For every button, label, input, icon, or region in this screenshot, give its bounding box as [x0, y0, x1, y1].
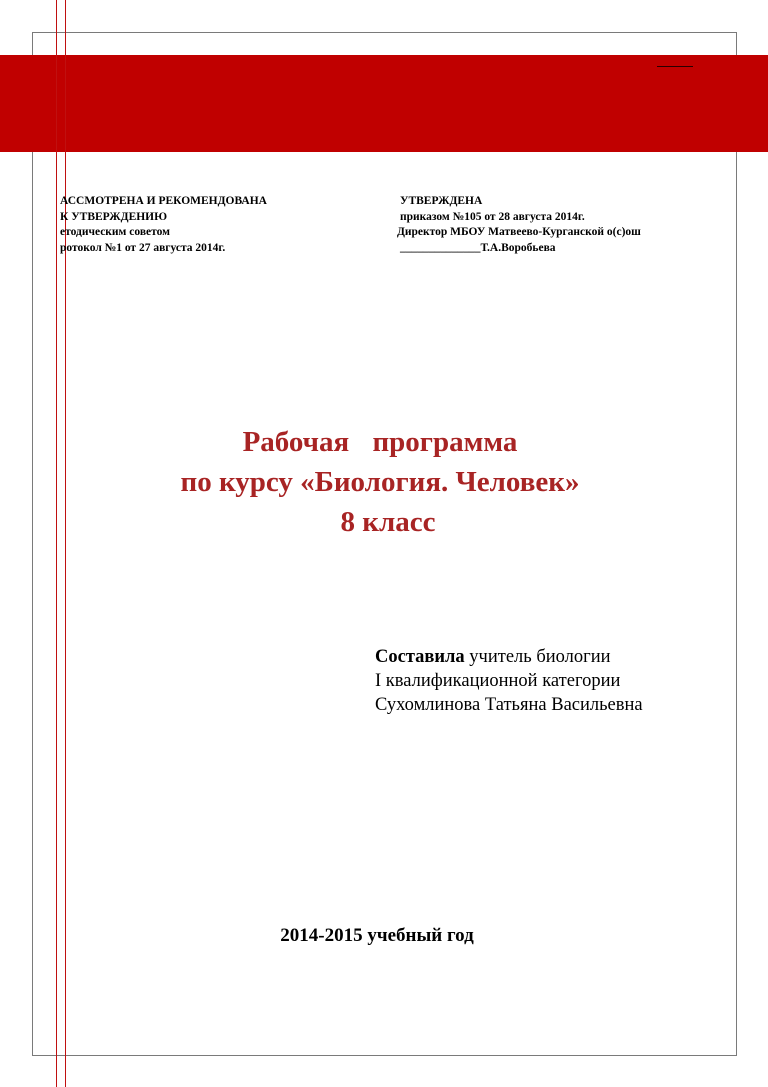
approval-left-line-3: етодическим советом: [60, 226, 171, 238]
margin-line-left: [56, 0, 57, 1087]
approval-left-line-4: ротокол №1 от 27 августа 2014г.: [60, 241, 226, 254]
compiler-name: Сухомлинова Татьяна Васильевна: [375, 695, 643, 715]
approval-left-line-2: К УТВЕРЖДЕНИЮ: [60, 210, 168, 223]
compiler-category: I квалификационной категории: [375, 671, 621, 691]
page-border: [32, 32, 737, 1056]
approval-block-director: [397, 194, 682, 256]
school-year-text: 2014-2015 учебный год: [280, 925, 474, 946]
approval-right-line-2: приказом №105 от 28 августа 2014г.: [400, 210, 585, 223]
title-line-1: Рабочая программа: [242, 426, 518, 458]
margin-line-right: [65, 0, 66, 1087]
approval-right-line-3: Директор МБОУ Матвеево-Курганской о(с)ош: [397, 226, 641, 238]
banner-mark: [657, 66, 693, 67]
compiler-block: [375, 645, 643, 717]
approval-right-line-1: УТВЕРЖДЕНА: [400, 195, 483, 207]
header-banner: [0, 55, 768, 152]
approval-right-signature-line: ______________Т.А.Воробьева: [400, 241, 556, 254]
compiler-label: Составила: [375, 647, 465, 667]
compiler-line-1: [375, 645, 643, 669]
title-line-2: по курсу «Биология. Человек»: [180, 466, 580, 498]
approval-left-line-1: АССМОТРЕНА И РЕКОМЕНДОВАНА: [60, 195, 267, 207]
school-year: [0, 925, 768, 947]
title-line-3: 8 класс: [340, 506, 436, 538]
compiler-role: учитель биологии: [464, 647, 611, 667]
approval-block-methodical: [60, 194, 360, 256]
